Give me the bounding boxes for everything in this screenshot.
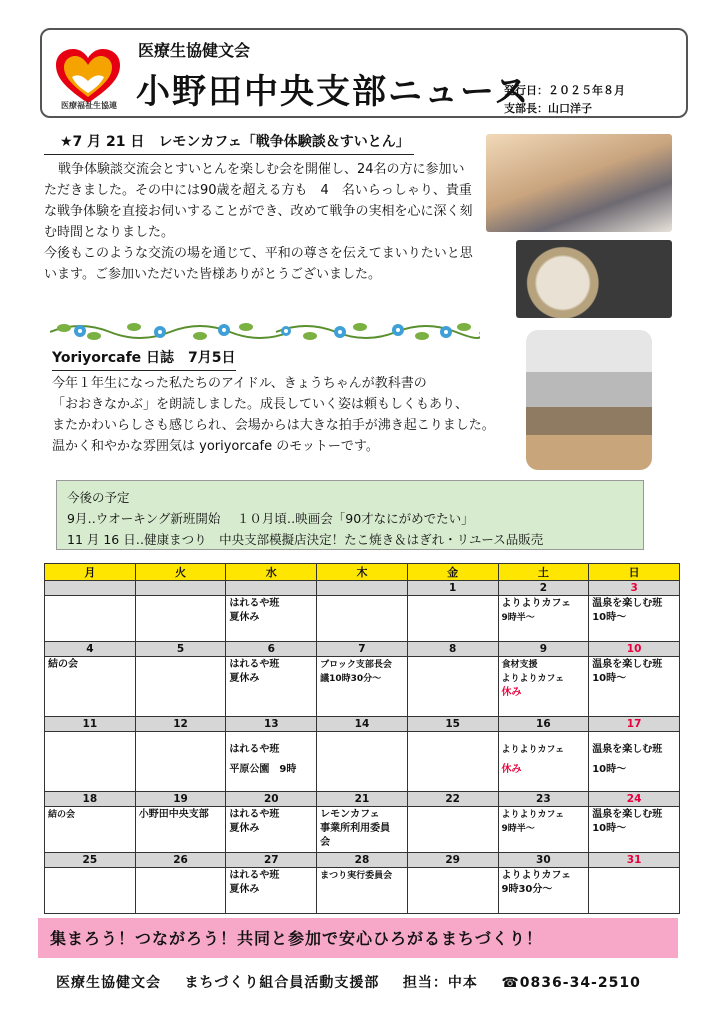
event-text: 9時半～ [501,824,535,834]
event-text: はれるや班 [229,744,280,755]
event-text: 食材支援 [501,660,538,670]
calendar-event-row [45,868,680,914]
date-cell: 15 [407,717,498,732]
event-cell [226,596,317,642]
date-cell: 29 [407,853,498,868]
date-cell: 4 [45,642,136,657]
event-cell [407,732,498,792]
august-calendar [44,563,680,914]
event-text: 10時～ [592,823,627,834]
article-yoriyori-line: またかわいらしさも感じられ、会場からは大きな拍手が沸き起こりました。 [52,418,495,433]
event-cell [498,807,589,853]
event-cell [135,657,226,717]
event-text: よりよりカフェ [501,674,565,684]
article-lemon-cafe-closing: 今後もこのような交流の場を通じて、平和の尊さを伝えてまいりたいと思います。ご参加いただいた皆様ありがとうございました。 [44,246,473,282]
event-text: ブロック支部長会 [320,660,392,670]
date-cell [317,581,408,596]
event-cell [317,868,408,914]
org-name: 医療生協健文会 [138,41,251,60]
article-yoriyori-heading: Yoriyorcafe 日誌 7月5日 [52,348,236,371]
calendar-date-row [45,792,680,807]
event-text: 夏休み [229,612,260,623]
date-cell: 22 [407,792,498,807]
date-cell: 18 [45,792,136,807]
event-cell [317,807,408,853]
weekday-thu: 木 [317,564,408,581]
date-cell: 30 [498,853,589,868]
date-cell-sunday: 3 [589,581,680,596]
event-cell [589,807,680,853]
event-cell [226,732,317,792]
event-text: 温泉を楽しむ班 [592,809,663,820]
event-text: まつり実行委員会 [320,871,393,881]
event-text: はれるや班 [229,870,280,881]
newsletter-title: 小野田中央支部ニュース [136,72,531,112]
event-cell [45,657,136,717]
event-text: 議10時30分～ [320,674,382,684]
slogan-banner: 集まろう！つながろう！共同と参加で安心ひろがるまちづくり！ [38,918,678,958]
event-text: 温泉を楽しむ班 [592,659,663,670]
article-yoriyori-line: 今年１年生になった私たちのアイドル、きょうちゃんが教科書の [52,376,427,391]
date-cell: 6 [226,642,317,657]
calendar-event-row [45,732,680,792]
footer-contact [56,972,641,992]
schedule-line: 11 月 16 日‥健康まつり 中央支部模擬店決定！たこ焼き＆はぎれ・リユース品販売 [67,532,544,547]
footer-dept: まちづくり組合員活動支援部 [184,975,380,991]
event-text: 小野田中央支部 [138,809,209,820]
event-cell [589,868,680,914]
article-lemon-cafe-body: 戦争体験談交流会とすいとんを楽しむ会を開催し、24名の方に参加いただきました。その中には90歳を超える方も 4 名いらっしゃり、貴重な戦争体験を直接お伺いすることができ、改めて戦争の実相を心に深く刻む時間となりました。 [44,162,473,240]
article-lemon-cafe [44,132,474,285]
event-cell [135,596,226,642]
event-cell [407,657,498,717]
event-text: 9時30分～ [501,884,553,895]
weekday-sat: 土 [498,564,589,581]
footer-org: 医療生協健文会 [56,975,161,991]
logo-caption: 医療福祉生協連 [61,101,117,110]
event-text: 10時～ [592,612,627,623]
event-text: よりよりカフェ [501,745,565,755]
date-cell: 5 [135,642,226,657]
date-cell: 25 [45,853,136,868]
event-cell [407,596,498,642]
date-cell: 21 [317,792,408,807]
photo-suiton-dishes [516,240,672,318]
event-text: 事業所利用委員 [320,823,391,834]
event-text-closed: 休み [501,764,522,775]
event-text: よりよりカフェ [501,810,565,820]
weekday-tue: 火 [135,564,226,581]
event-cell [135,807,226,853]
date-cell [45,581,136,596]
date-cell: 2 [498,581,589,596]
event-text: 平原公園 9時 [229,764,297,775]
date-cell-sunday: 17 [589,717,680,732]
date-cell: 12 [135,717,226,732]
calendar-event-row [45,807,680,853]
date-cell: 13 [226,717,317,732]
date-cell: 7 [317,642,408,657]
article-yoriyori-cafe [52,348,512,457]
event-cell [589,596,680,642]
weekday-mon: 月 [45,564,136,581]
event-cell [45,807,136,853]
event-cell [226,657,317,717]
event-cell [498,868,589,914]
event-cell [226,868,317,914]
issue-date: 発行日：２０２５年８月 [504,84,625,97]
event-cell [407,807,498,853]
event-cell [317,596,408,642]
schedule-line: 9月‥ウオーキング新班開始 １０月頃‥映画会「90才なにがめでたい」 [67,511,474,526]
event-text: 温泉を楽しむ班 [592,598,663,609]
event-text: 夏休み [229,823,260,834]
event-text: レモンカフェ [320,809,380,820]
event-text: よりよりカフェ [501,870,572,881]
article-lemon-cafe-heading: ★7 月 21 日 レモンカフェ「戦争体験談＆すいとん」 [44,132,414,155]
event-text: 夏休み [229,673,260,684]
event-cell [498,657,589,717]
event-text: 温泉を楽しむ班 [592,744,663,755]
date-cell [226,581,317,596]
event-text: よりよりカフェ [501,598,572,609]
date-cell: 16 [498,717,589,732]
newsletter-header [40,28,688,118]
date-cell: 8 [407,642,498,657]
date-cell: 28 [317,853,408,868]
date-cell: 14 [317,717,408,732]
event-text: はれるや班 [229,809,280,820]
issue-info [504,82,625,118]
weekday-sun: 日 [589,564,680,581]
event-text: 10時～ [592,764,627,775]
event-text-closed: 休み [501,687,522,698]
calendar-event-row [45,596,680,642]
event-cell [317,732,408,792]
date-cell: 20 [226,792,317,807]
morning-glory-vine-icon [50,316,480,344]
calendar-event-row [45,657,680,717]
event-text: 結の会 [48,810,76,820]
date-cell: 11 [45,717,136,732]
upcoming-schedule-box [56,480,644,550]
article-yoriyori-line: 「おおきなかぶ」を朗読しました。成長していく姿は頼もしくもあり、 [52,397,469,412]
event-cell [317,657,408,717]
calendar-date-row [45,581,680,596]
event-text: はれるや班 [229,659,280,670]
date-cell: 9 [498,642,589,657]
calendar-date-row [45,853,680,868]
weekday-wed: 水 [226,564,317,581]
event-text: 10時～ [592,673,627,684]
event-cell [498,732,589,792]
event-text: 夏休み [229,884,260,895]
event-cell [45,596,136,642]
photo-gathering [486,134,672,232]
event-text: はれるや班 [229,598,280,609]
footer-phone: ☎0836-34-2510 [501,975,641,991]
article-yoriyori-line: 温かく和やかな雰囲気は yoriyorcafe のモットーです。 [52,439,379,454]
date-cell: 19 [135,792,226,807]
event-cell [498,596,589,642]
event-cell [589,732,680,792]
schedule-title: 今後の予定 [67,490,130,505]
footer-contact-person: 担当：中本 [402,975,478,991]
event-cell [45,732,136,792]
date-cell: 26 [135,853,226,868]
event-text: 結の会 [48,659,78,670]
date-cell: 1 [407,581,498,596]
event-cell [135,868,226,914]
event-cell [45,868,136,914]
date-cell: 27 [226,853,317,868]
date-cell [135,581,226,596]
date-cell: 23 [498,792,589,807]
calendar-date-row [45,642,680,657]
event-text: 会 [320,837,331,848]
branch-head: 支部長：山口洋子 [504,102,592,115]
date-cell-sunday: 10 [589,642,680,657]
date-cell-sunday: 24 [589,792,680,807]
weekday-fri: 金 [407,564,498,581]
event-text: 9時半～ [501,613,535,623]
event-cell [407,868,498,914]
date-cell-sunday: 31 [589,853,680,868]
event-cell [226,807,317,853]
photo-reading-child [526,330,652,470]
event-cell [135,732,226,792]
calendar-date-row [45,717,680,732]
event-cell [589,657,680,717]
